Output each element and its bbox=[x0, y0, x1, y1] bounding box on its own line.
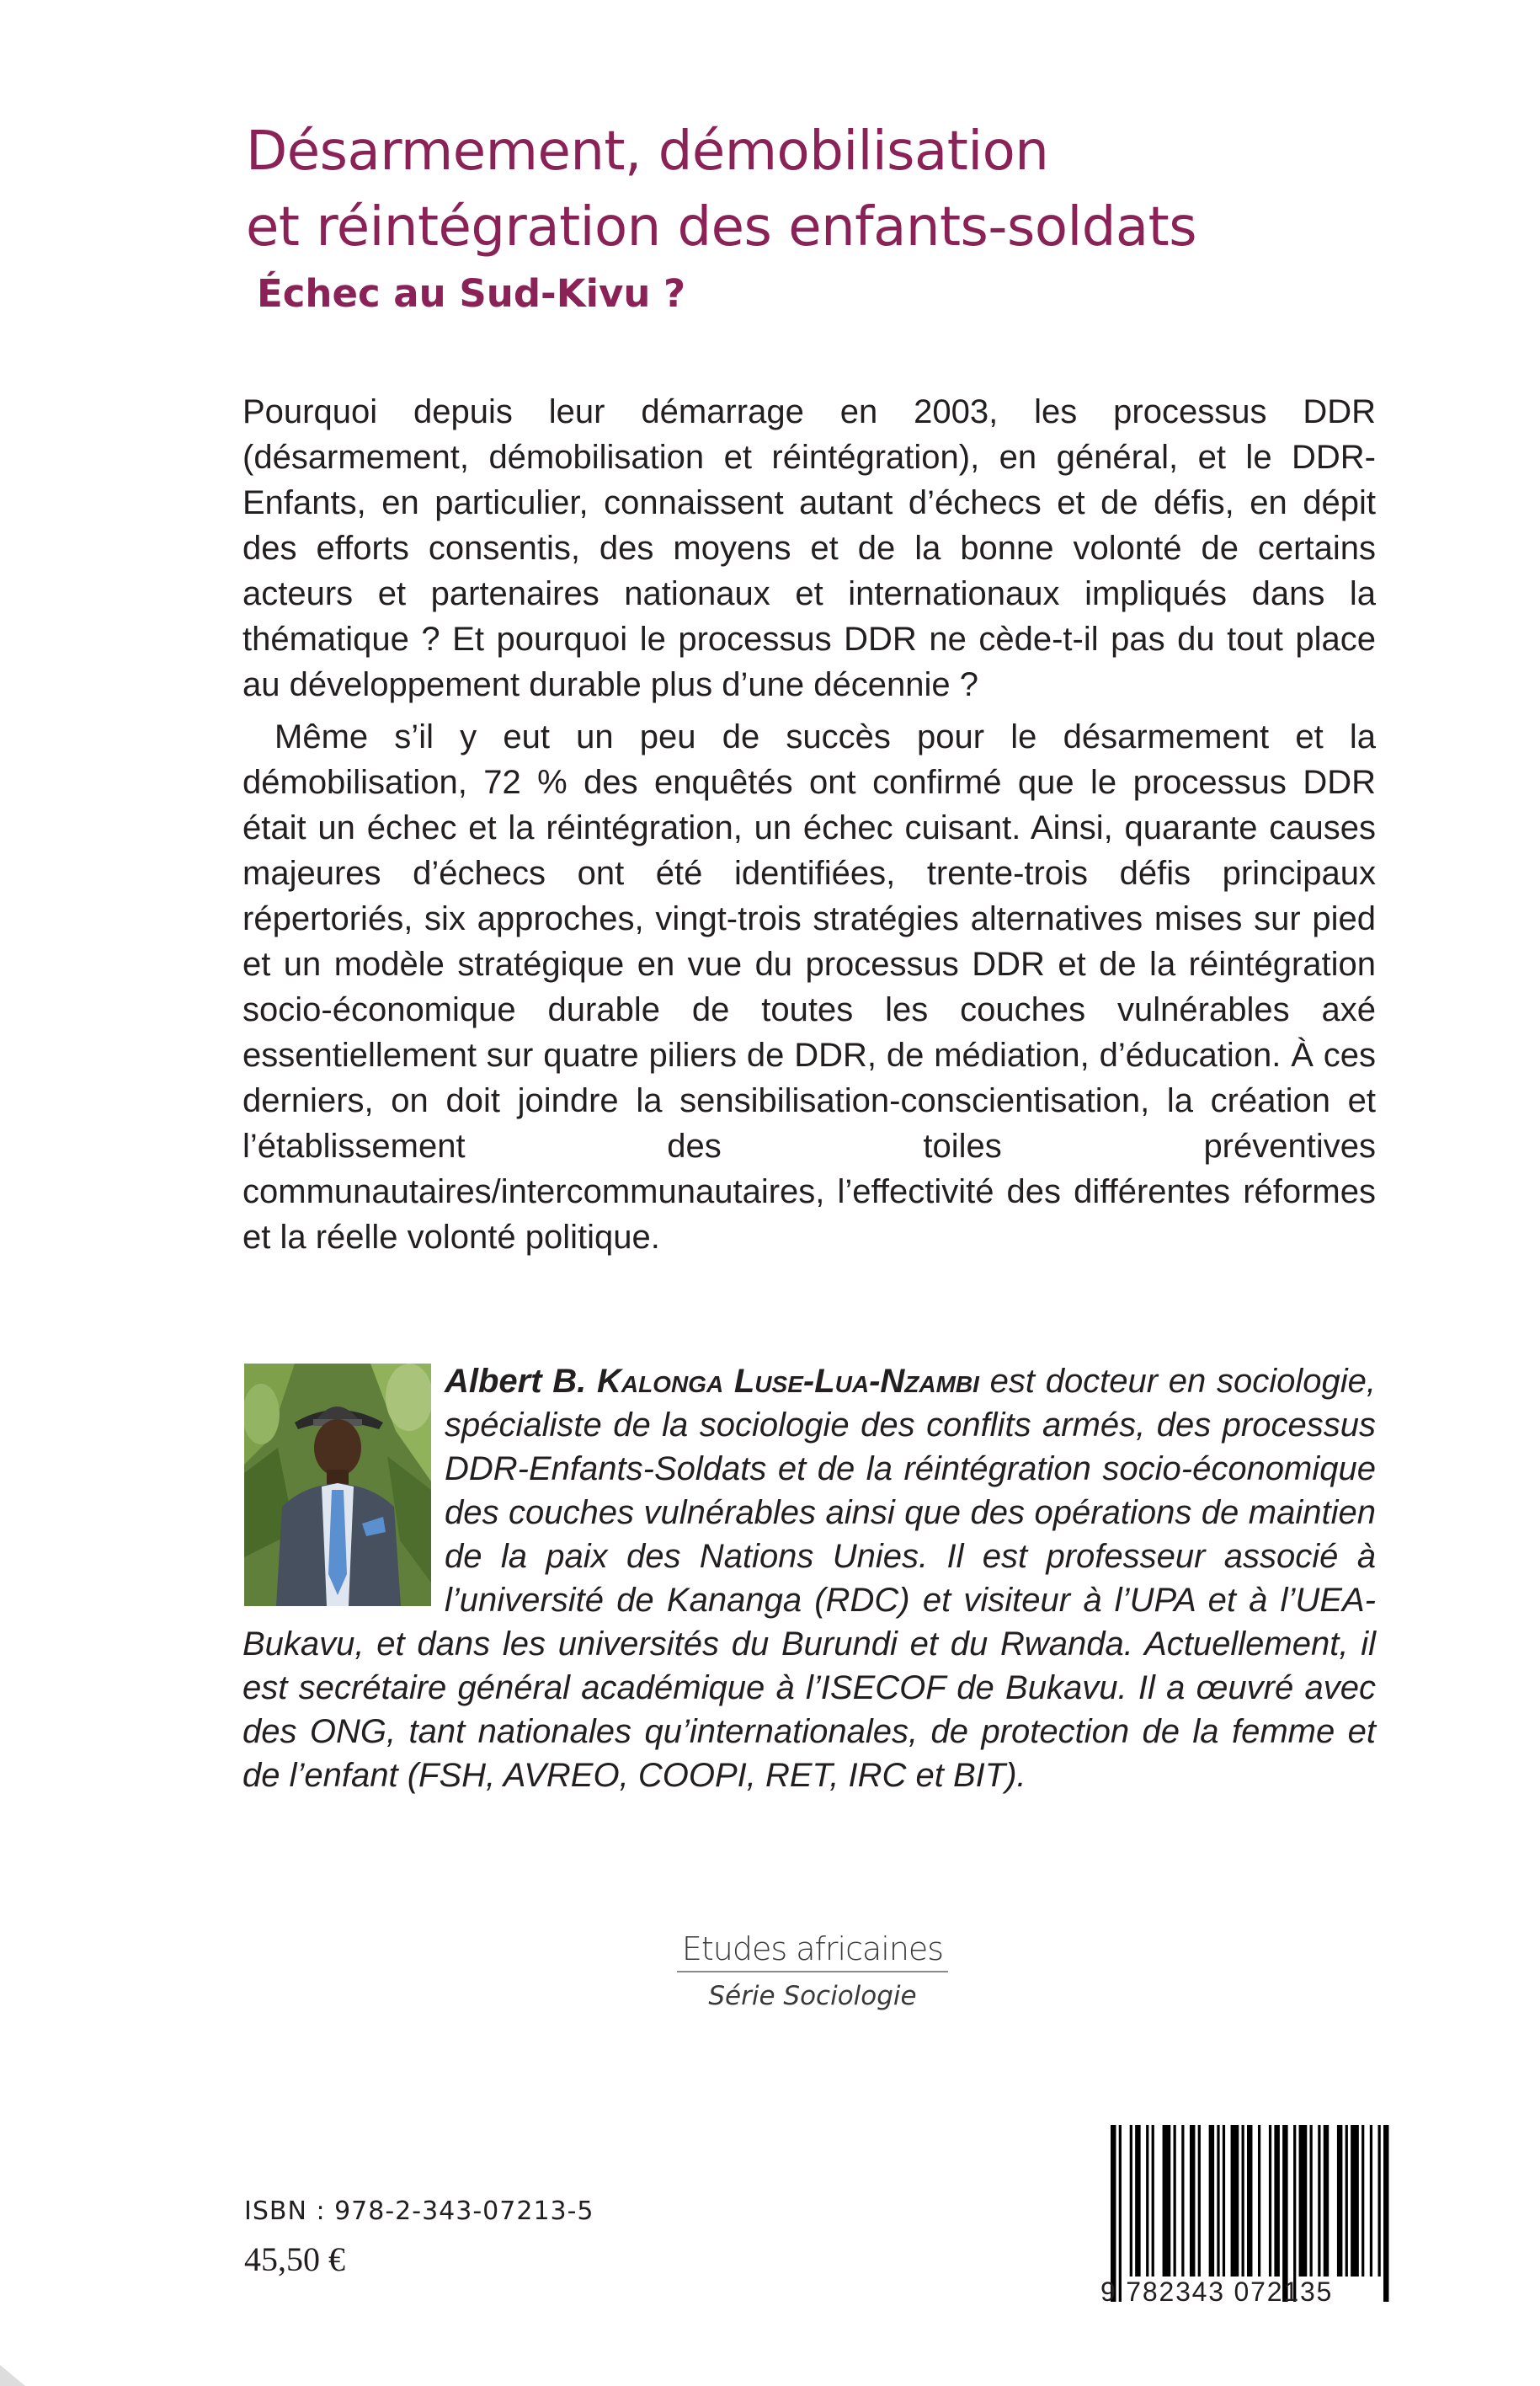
summary-text bbox=[242, 389, 1376, 1260]
author-portrait-image bbox=[244, 1364, 431, 1606]
barcode-bar bbox=[1130, 2125, 1132, 2277]
barcode-bar bbox=[1119, 2125, 1122, 2302]
barcode-bar bbox=[1231, 2125, 1239, 2277]
barcode-bar bbox=[1269, 2125, 1271, 2277]
book-title bbox=[246, 114, 1340, 265]
barcode-bar bbox=[1217, 2125, 1219, 2277]
author-name bbox=[445, 1363, 979, 1400]
barcode-bar bbox=[1346, 2125, 1348, 2277]
barcode-bar bbox=[1163, 2125, 1171, 2277]
barcode-bar bbox=[1146, 2125, 1148, 2277]
barcode-bar bbox=[1190, 2125, 1195, 2277]
barcode-bar bbox=[1318, 2125, 1320, 2277]
barcode-bar bbox=[1310, 2125, 1313, 2277]
barcode-bar bbox=[1378, 2125, 1381, 2277]
barcode-bar bbox=[1337, 2125, 1342, 2277]
author-surname: Kalonga Luse-Lua-Nzambi bbox=[596, 1363, 979, 1400]
series-logo bbox=[674, 1930, 951, 2011]
barcode-bar bbox=[1274, 2125, 1279, 2277]
barcode-bar bbox=[1135, 2125, 1140, 2277]
book-title-line-2: et réintégration des enfants-soldats bbox=[246, 196, 1197, 259]
summary-paragraph-1: Pourquoi depuis leur démarrage en 2003, les processus DDR (désarmement, démobilisation et réintégration), en général, et le DDR-Enfants, en particulier, connaissent autant d’échecs et de défis, en dépit des efforts consentis, des moyens et de la bonne volonté de certains acteurs et partenaires nationaux et internationaux impliqués dans la thématique ? Et pourquoi le processus DDR ne cède-t-il pas du tout place au développement durable plus d’une décennie ? bbox=[242, 393, 1376, 703]
barcode-bar bbox=[1174, 2125, 1176, 2277]
barcode-bar bbox=[1198, 2125, 1201, 2277]
barcode-bar bbox=[1247, 2125, 1252, 2277]
isbn-number: ISBN : 978-2-343-07213-5 bbox=[244, 2197, 594, 2226]
barcode-bar bbox=[1370, 2125, 1372, 2277]
barcode-bar bbox=[1181, 2125, 1184, 2277]
book-title-line-1: Désarmement, démobilisation bbox=[246, 120, 1049, 183]
series-subtitle: Série Sociologie bbox=[708, 1981, 917, 2011]
series-name: Etudes africaines bbox=[681, 1930, 944, 1967]
barcode-digits: 9 782343 072135 bbox=[1100, 2277, 1334, 2307]
barcode-bar bbox=[1383, 2125, 1388, 2302]
book-subtitle: Échec au Sud-Kivu ? bbox=[257, 271, 686, 316]
barcode-bar bbox=[1293, 2125, 1296, 2302]
barcode-bar bbox=[1258, 2125, 1260, 2277]
barcode-bar bbox=[1111, 2125, 1116, 2302]
barcode-bar bbox=[1299, 2125, 1308, 2277]
crop-mark bbox=[0, 2365, 25, 2386]
summary-paragraph-2: Même s’il y eut un peu de succès pour le désarmement et la démobilisation, 72 % des enquêtés ont confirmé que le processus DDR était un échec et la réintégration, un échec cuisant. Ainsi, quarante causes majeures d’échecs ont été identifiées, trente-trois défis principaux répertoriés, six approches, vingt-trois stratégies alternatives mises sur pied et un modèle stratégique en vue du processus DDR et de la réintégration socio-économique durable de toutes les couches vulnérables axé essentiellement sur quatre piliers de DDR, de médiation, d’éducation. À ces derniers, on doit joindre la sensibilisation-conscientisation, la création et l’établissement des toiles préventives communautaires/intercommunautaires, l’effectivité des différentes réformes et la réelle volonté politique. bbox=[242, 718, 1376, 1256]
barcode-bar bbox=[1361, 2125, 1364, 2277]
barcode-bar bbox=[1242, 2125, 1244, 2277]
barcode-bar bbox=[1223, 2125, 1225, 2277]
book-price: 45,50 € bbox=[244, 2240, 345, 2278]
barcode-bar bbox=[1324, 2125, 1329, 2277]
author-first-name: Albert B. bbox=[445, 1363, 587, 1400]
author-photo bbox=[244, 1364, 431, 1606]
barcode-bar bbox=[1282, 2125, 1287, 2302]
barcode-bar bbox=[1152, 2125, 1154, 2277]
author-bio-text: est docteur en sociologie, spécialiste de la sociologie des conflits armés, des processus DDR-Enfants-Soldats et de la réintégration socio-économique des couches vulnérables ainsi que des opérations de maintien de la paix des Nations Unies. Il est professeur associé à l’université de Kananga (RDC) et visiteur à l’UPA et à l’UEA-Bukavu, et dans les universités du Burundi et du Rwanda. Actuellement, il est secrétaire général académique à l’ISECOF de Bukavu. Il a œuvré avec des ONG, tant nationales qu’internationales, de protection de la femme et de l’enfant (FSH, AVREO, COOPI, RET, IRC et BIT). bbox=[242, 1363, 1376, 1794]
barcode-bar bbox=[1209, 2125, 1214, 2277]
barcode-bar bbox=[1351, 2125, 1359, 2277]
series-divider bbox=[677, 1971, 948, 1972]
